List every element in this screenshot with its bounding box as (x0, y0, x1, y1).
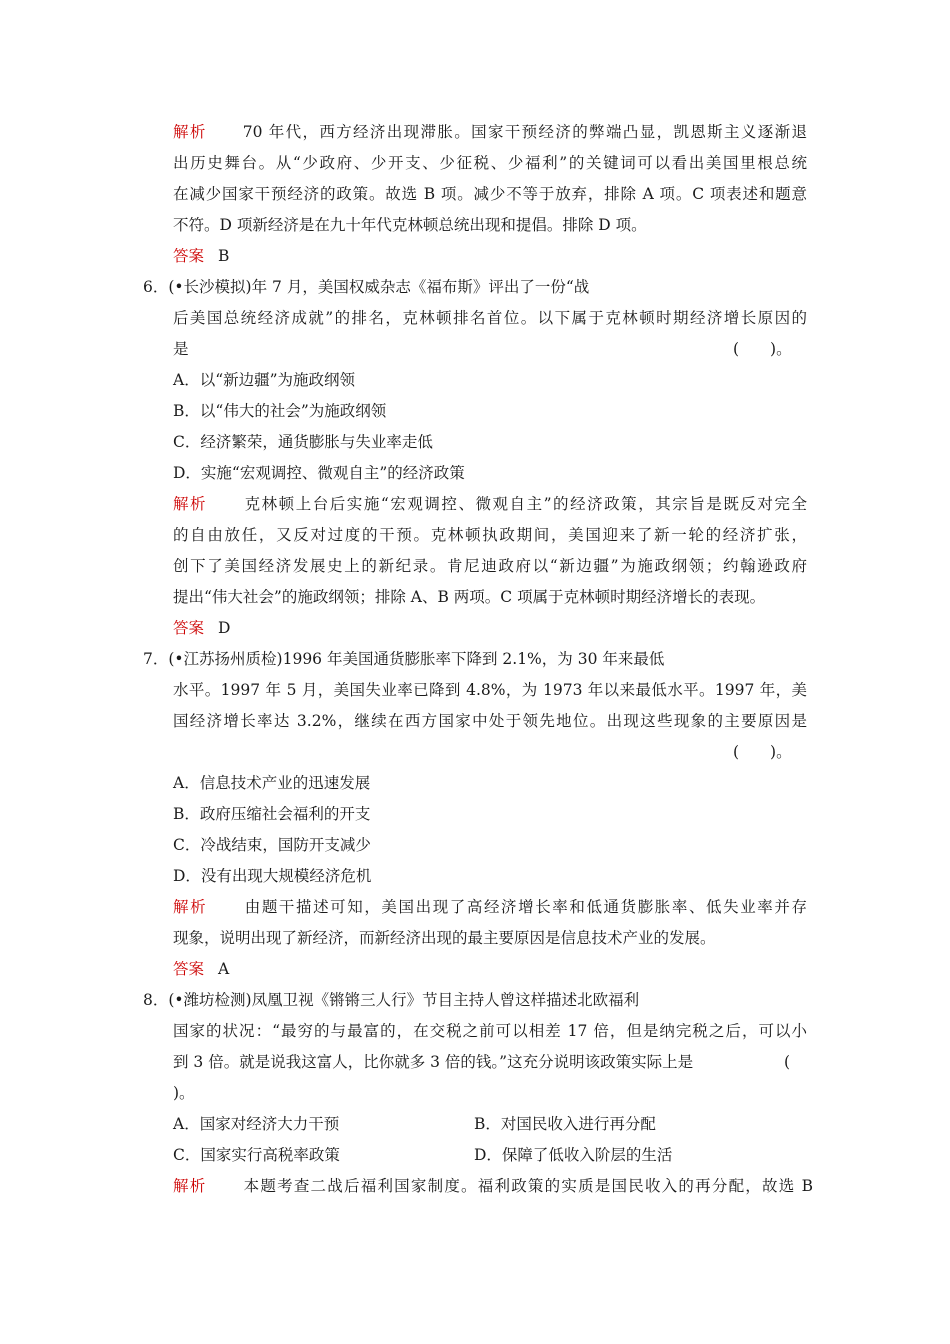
q6-answer-value: D (218, 619, 231, 637)
answer-label: 答案 (173, 960, 205, 978)
q6-explanation-line-2: 的自由放任，又反对过度的干预。克林顿执政期间，美国迎来了新一轮的经济扩张， (173, 526, 807, 544)
q6-stem-line-2: 后美国总统经济成就”的排名，克林顿排名首位。以下属于克林顿时期经济增长原因的 (173, 309, 807, 327)
explanation-label: 解析 (173, 898, 208, 916)
q5-explanation-line-3: 在减少国家干预经济的政策。故选 B 项。减少不等于放弃，排除 A 项。C 项表述和题意 (173, 185, 807, 203)
q5-answer-value: B (218, 247, 230, 265)
q7-answer-blank: ( )。 (733, 743, 792, 761)
q8-answer-blank-open: ( (784, 1053, 791, 1071)
answer-label: 答案 (173, 247, 205, 265)
q7-stem-line-1: 7．(•江苏扬州质检)1996 年美国通货膨胀率下降到 2.1%，为 30 年来最低 (143, 650, 665, 668)
q7-answer (173, 958, 229, 980)
q7-option-a: A．信息技术产业的迅速发展 (173, 774, 371, 792)
q6-answer (173, 617, 230, 639)
explanation-label: 解析 (173, 495, 208, 513)
q6-answer-blank: ( )。 (733, 340, 792, 358)
q7-answer-value: A (218, 960, 230, 978)
q8-option-a: A．国家对经济大力干预 (173, 1115, 340, 1133)
q8-answer-blank-close: )。 (173, 1084, 195, 1102)
explanation-label: 解析 (173, 123, 207, 141)
q5-explanation-line-1: 解析 70 年代，西方经济出现滞胀。国家干预经济的弊端凸显，凯恩斯主义逐渐退 (173, 123, 807, 141)
q6-option-a: A．以“新边疆”为施政纲领 (173, 371, 356, 389)
q7-stem-line-3: 国经济增长率达 3.2%，继续在西方国家中处于领先地位。出现这些现象的主要原因是 (173, 712, 807, 730)
q8-explanation-line-1: 解析 本题考查二战后福利国家制度。福利政策的实质是国民收入的再分配，故选 B (173, 1177, 813, 1195)
q7-option-d: D．没有出现大规模经济危机 (173, 867, 372, 885)
q8-option-d: D．保障了低收入阶层的生活 (474, 1146, 673, 1164)
q5-explanation-line-2: 出历史舞台。从“少政府、少开支、少征税、少福利”的关键词可以看出美国里根总统 (173, 154, 807, 172)
q7-option-b: B．政府压缩社会福利的开支 (173, 805, 371, 823)
q6-explanation-line-3: 创下了美国经济发展史上的新纪录。肯尼迪政府以“新边疆”为施政纲领；约翰逊政府 (173, 557, 807, 575)
q6-explanation-line-4: 提出“伟大社会”的施政纲领；排除 A、B 两项。C 项属于克林顿时期经济增长的表现。 (173, 588, 766, 606)
q6-option-b: B．以“伟大的社会”为施政纲领 (173, 402, 387, 420)
q7-option-c: C．冷战结束，国防开支减少 (173, 836, 371, 854)
explanation-label: 解析 (173, 1177, 207, 1195)
q5-explanation-line-4: 不符。D 项新经济是在九十年代克林顿总统出现和提倡。排除 D 项。 (173, 216, 647, 234)
q8-stem-line-3: 到 3 倍。就是说我这富人，比你就多 3 倍的钱。”这充分说明该政策实际上是 (173, 1053, 694, 1071)
q6-explanation-line-1: 解析 克林顿上台后实施“宏观调控、微观自主”的经济政策，其宗旨是既反对完全 (173, 495, 807, 513)
q6-option-c: C．经济繁荣，通货膨胀与失业率走低 (173, 433, 433, 451)
q7-stem-line-2: 水平。1997 年 5 月，美国失业率已降到 4.8%，为 1973 年以来最低水平。1997 年，美 (173, 681, 807, 699)
q8-stem-line-1: 8．(•潍坊检测)凤凰卫视《锵锵三人行》节目主持人曾这样描述北欧福利 (143, 991, 640, 1009)
q5-answer (173, 245, 229, 267)
q8-option-c: C．国家实行高税率政策 (173, 1146, 340, 1164)
answer-label: 答案 (173, 619, 205, 637)
q8-option-b: B．对国民收入进行再分配 (474, 1115, 656, 1133)
q6-option-d: D．实施“宏观调控、微观自主”的经济政策 (173, 464, 465, 482)
q8-stem-line-2: 国家的状况：“最穷的与最富的，在交税之前可以相差 17 倍，但是纳完税之后，可以小 (173, 1022, 807, 1040)
q6-stem-line-1: 6．(•长沙模拟)年 7 月，美国权威杂志《福布斯》评出了一份“战 (143, 278, 590, 296)
q7-explanation-line-1: 解析 由题干描述可知，美国出现了高经济增长率和低通货膨胀率、低失业率并存 (173, 898, 807, 916)
q7-explanation-line-2: 现象，说明出现了新经济，而新经济出现的最主要原因是信息技术产业的发展。 (173, 929, 716, 947)
q6-stem-line-3: 是 (173, 340, 189, 358)
